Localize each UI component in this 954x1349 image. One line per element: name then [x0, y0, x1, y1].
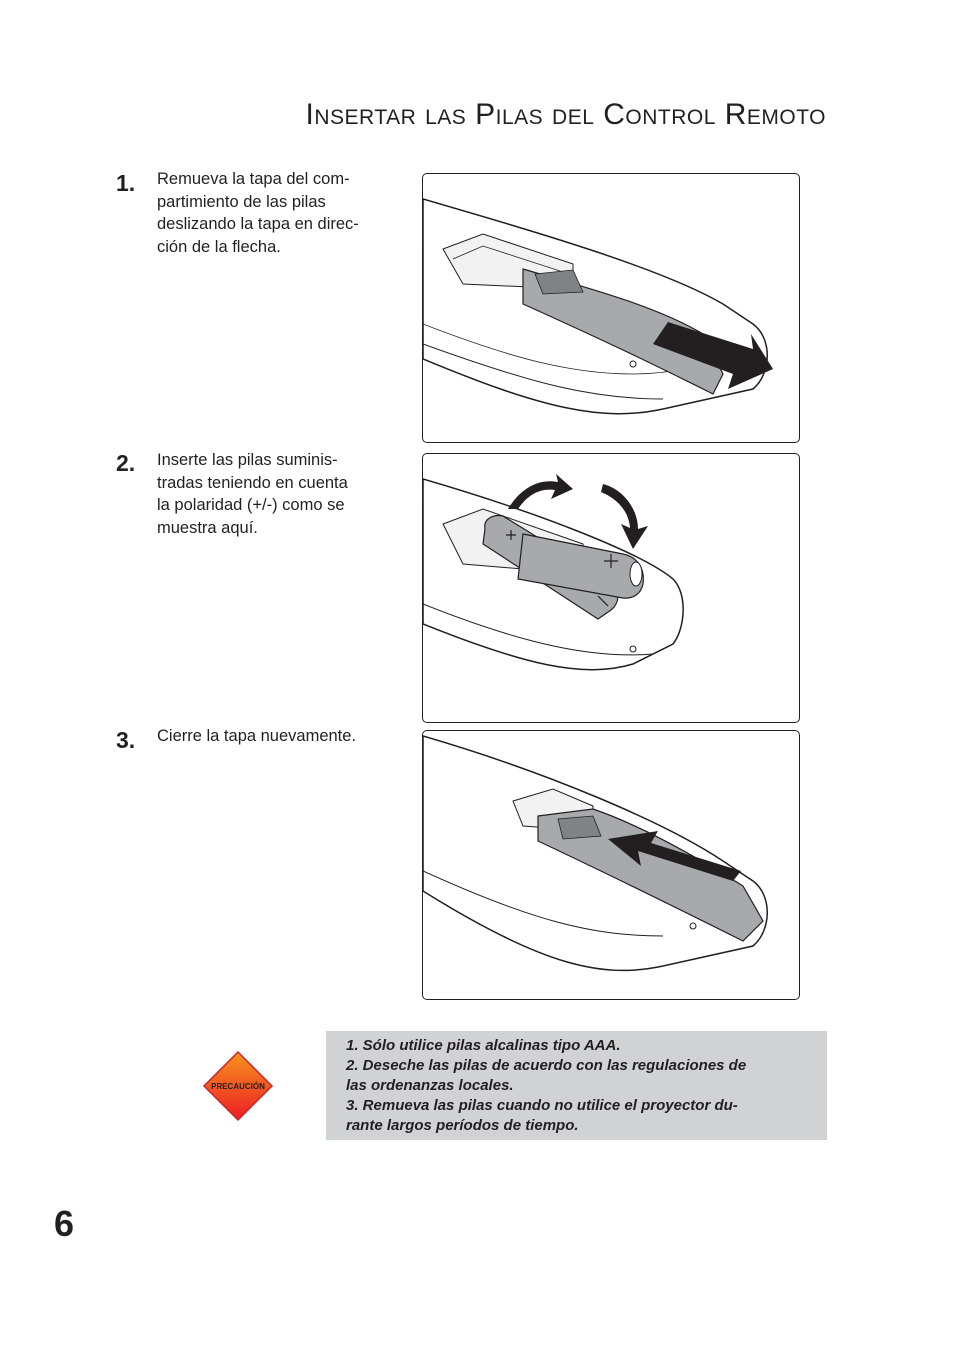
step-2-text: Inserte las pilas suminis- tradas teniendo en cuenta la polaridad (+/-) como se muestra aquí.	[157, 451, 348, 537]
step-3-number: 3.	[116, 727, 136, 753]
battery-insertion-illustration	[423, 454, 799, 722]
step-2-illustration	[422, 453, 800, 723]
step-1-illustration	[422, 173, 800, 443]
caution-warning-icon	[202, 1050, 274, 1122]
remote-cover-removal-illustration	[423, 174, 799, 442]
caution-note-2: 2. Deseche las pilas de acuerdo con las regulaciones de las ordenanzas locales.	[346, 1057, 747, 1094]
page-title: Insertar las Pilas del Control Remoto	[305, 98, 826, 131]
caution-note-3: 3. Remueva las pilas cuando no utilice el proyector du- rante largos períodos de tiempo.	[346, 1097, 738, 1134]
caution-note-1: 1. Sólo utilice pilas alcalinas tipo AAA.	[346, 1037, 621, 1054]
step-1-number: 1.	[116, 170, 136, 196]
step-3-illustration	[422, 730, 800, 1000]
step-2-number: 2.	[116, 450, 136, 476]
remote-cover-closing-illustration	[423, 731, 799, 999]
step-3-text: Cierre la tapa nuevamente.	[157, 727, 357, 745]
step-1-text: Remueva la tapa del com- partimiento de las pilas deslizando la tapa en direc- ción de la flecha.	[157, 170, 359, 256]
caution-notes	[326, 1031, 827, 1140]
page-number: 6	[54, 1203, 75, 1244]
caution-badge-label: PRECAUCIÓN	[211, 1082, 265, 1091]
